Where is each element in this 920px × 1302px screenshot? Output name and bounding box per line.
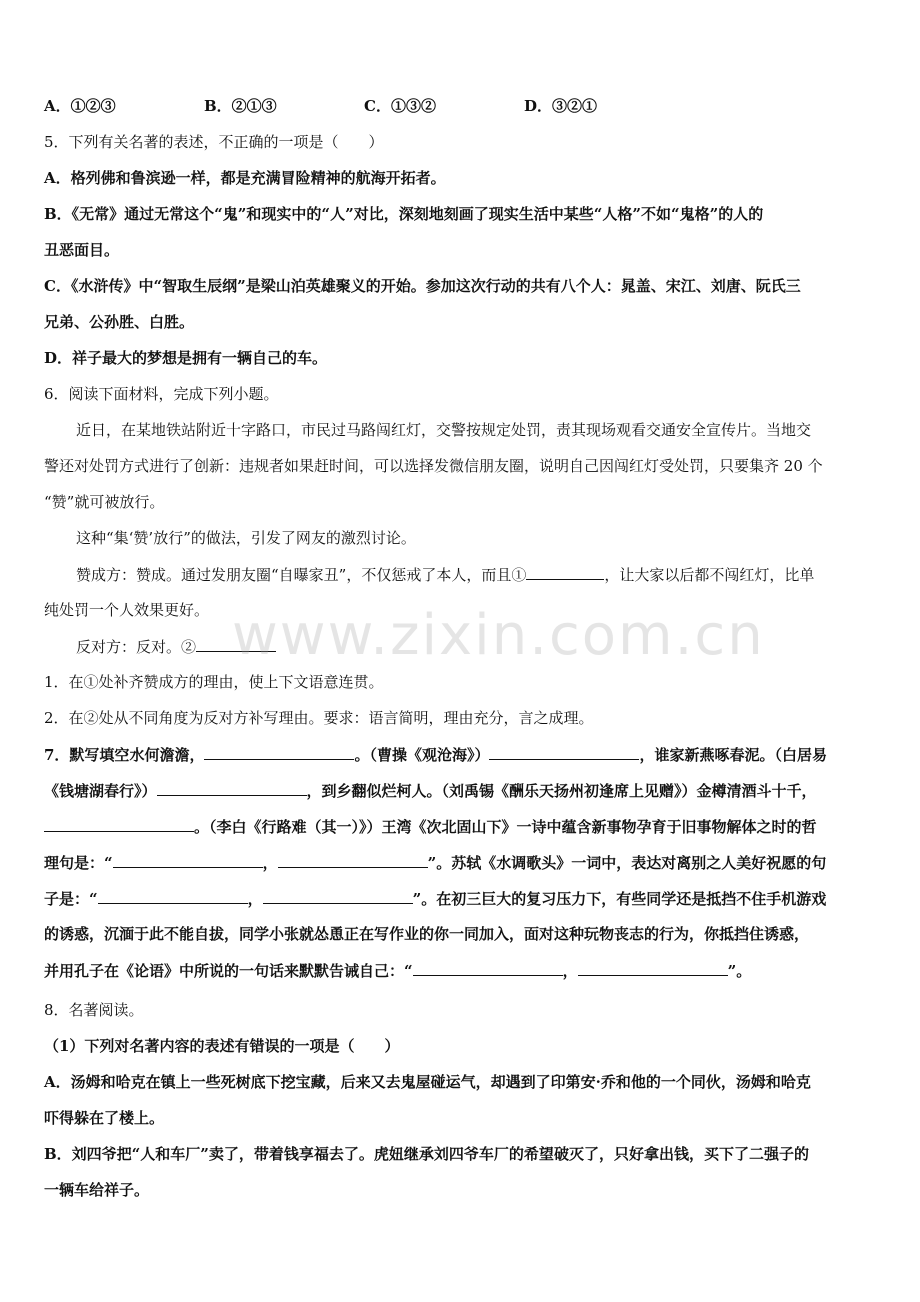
q8-subquestion-1: （1）下列对名著内容的表述有错误的一项是（ ） bbox=[44, 1037, 400, 1055]
q7-line1 bbox=[44, 745, 880, 764]
answer-blank-1[interactable] bbox=[526, 565, 604, 580]
q7-line2 bbox=[44, 781, 880, 800]
q6-pro-text-a: 赞成方：赞成。通过发朋友圈“自曝家丑”，不仅惩戒了本人，而且① bbox=[76, 566, 527, 584]
q6-material-line4: 这种“集‘赞’放行”的做法，引发了网友的激烈讨论。 bbox=[76, 529, 416, 547]
answer-blank-2[interactable] bbox=[196, 637, 276, 652]
q7-line5 bbox=[44, 889, 880, 908]
q4-option-c: C．①③② bbox=[364, 97, 436, 115]
answer-blank[interactable] bbox=[113, 853, 263, 868]
q7-text: 。（李白《行路难（其一）》）王湾《次北固山下》一诗中蕴含新事物孕育于旧事物解体之时的哲 bbox=[194, 818, 817, 836]
q7-text: ， bbox=[262, 854, 278, 872]
q7-text: ， bbox=[562, 962, 578, 980]
q7-text: ，到乡翻似烂柯人。（刘禹锡《酬乐天扬州初逢席上见赠》）金樽清酒斗十千， bbox=[306, 782, 817, 800]
q8-option-b-line2: 一辆车给祥子。 bbox=[44, 1181, 150, 1199]
answer-blank[interactable] bbox=[157, 781, 307, 796]
q7-text: ”。在初三巨大的复习压力下，有些同学还是抵挡不住手机游戏 bbox=[412, 890, 827, 908]
q6-material-line2: 警还对处罚方式进行了创新：违规者如果赶时间，可以选择发微信朋友圈，说明自己因闯红灯受处罚，只要集齐 20 个 bbox=[44, 457, 823, 475]
q7-text: 理句是：“ bbox=[44, 854, 113, 872]
q7-line6: 的诱惑，沉湎于此不能自拔，同学小张就怂恿正在写作业的你一同加入，面对这种玩物丧志的行为，你抵挡住诱惑， bbox=[44, 925, 810, 943]
q6-stem: 6．阅读下面材料，完成下列小题。 bbox=[44, 385, 279, 403]
answer-blank[interactable] bbox=[44, 817, 194, 832]
q6-subquestion-2: 2．在②处从不同角度为反对方补写理由。要求：语言简明，理由充分，言之成理。 bbox=[44, 709, 594, 727]
answer-blank[interactable] bbox=[578, 961, 728, 976]
q7-text: 7．默写填空水何澹澹， bbox=[44, 746, 205, 764]
answer-blank[interactable] bbox=[263, 889, 413, 904]
q6-material-line1: 近日，在某地铁站附近十字路口，市民过马路闯红灯，交警按规定处罚，责其现场观看交通安全宣传片。当地交 bbox=[76, 421, 812, 439]
answer-blank[interactable] bbox=[98, 889, 248, 904]
q5-option-d: D．祥子最大的梦想是拥有一辆自己的车。 bbox=[44, 349, 328, 367]
q4-option-d: D．③②① bbox=[524, 97, 598, 115]
q6-pro-text-b: ，让大家以后都不闯红灯，比单 bbox=[604, 566, 815, 584]
q5-option-b-line1: B．《无常》通过无常这个“鬼”和现实中的“人”对比，深刻地刻画了现实生活中某些“人格”不如“鬼格”的人的 bbox=[44, 205, 764, 223]
q7-text: ，谁家新燕啄春泥。（白居易 bbox=[639, 746, 827, 764]
q5-option-c-line1: C．《水浒传》中“智取生辰纲”是梁山泊英雄聚义的开始。参加这次行动的共有八个人：晁盖、宋江、刘唐、阮氏三 bbox=[44, 277, 801, 295]
answer-blank[interactable] bbox=[413, 961, 563, 976]
q6-con-side bbox=[76, 637, 880, 656]
q8-option-a-line2: 吓得躲在了楼上。 bbox=[44, 1109, 165, 1127]
q7-line4 bbox=[44, 853, 880, 872]
answer-blank[interactable] bbox=[489, 745, 639, 760]
watermark: www.zixin.com.cn bbox=[232, 603, 765, 668]
q8-option-b-line1: B．刘四爷把“人和车厂”卖了，带着钱享福去了。虎妞继承刘四爷车厂的希望破灭了，只好拿出钱，买下了二强子的 bbox=[44, 1145, 809, 1163]
q4-option-b: B．②①③ bbox=[204, 97, 277, 115]
q5-option-c-line2: 兄弟、公孙胜、白胜。 bbox=[44, 313, 195, 331]
q8-stem: 8．名著阅读。 bbox=[44, 1001, 144, 1019]
q7-text: 。（曹操《观沧海》） bbox=[354, 746, 490, 764]
q7-line3 bbox=[44, 817, 880, 836]
answer-blank[interactable] bbox=[204, 745, 354, 760]
q7-text: ”。苏轼《水调歌头》一词中，表达对离别之人美好祝愿的句 bbox=[427, 854, 827, 872]
q7-text: 并用孔子在《论语》中所说的一句话来默默告诫自己：“ bbox=[44, 962, 413, 980]
q6-subquestion-1: 1．在①处补齐赞成方的理由，使上下文语意连贯。 bbox=[44, 673, 384, 691]
q6-pro-side-line1 bbox=[76, 565, 880, 584]
q6-pro-side-line2: 纯处罚一个人效果更好。 bbox=[44, 601, 210, 619]
q7-text: 《钱塘湖春行》） bbox=[44, 782, 157, 800]
q7-text: 子是：“ bbox=[44, 890, 98, 908]
q6-material-line3: “赞”就可被放行。 bbox=[44, 493, 165, 511]
q4-option-a: A．①②③ bbox=[44, 97, 116, 115]
q5-option-a: A．格列佛和鲁滨逊一样，都是充满冒险精神的航海开拓者。 bbox=[44, 169, 446, 187]
q5-stem: 5．下列有关名著的表述，不正确的一项是（ ） bbox=[44, 133, 384, 151]
q5-option-b-line2: 丑恶面目。 bbox=[44, 241, 120, 259]
q7-line7 bbox=[44, 961, 880, 980]
q7-text: ”。 bbox=[727, 962, 752, 980]
q8-option-a-line1: A．汤姆和哈克在镇上一些死树底下挖宝藏，后来又去鬼屋碰运气，却遇到了印第安·乔和他的一个同伙，汤姆和哈克 bbox=[44, 1073, 811, 1091]
q7-text: ， bbox=[247, 890, 263, 908]
q6-con-text: 反对方：反对。② bbox=[76, 638, 197, 656]
answer-blank[interactable] bbox=[278, 853, 428, 868]
